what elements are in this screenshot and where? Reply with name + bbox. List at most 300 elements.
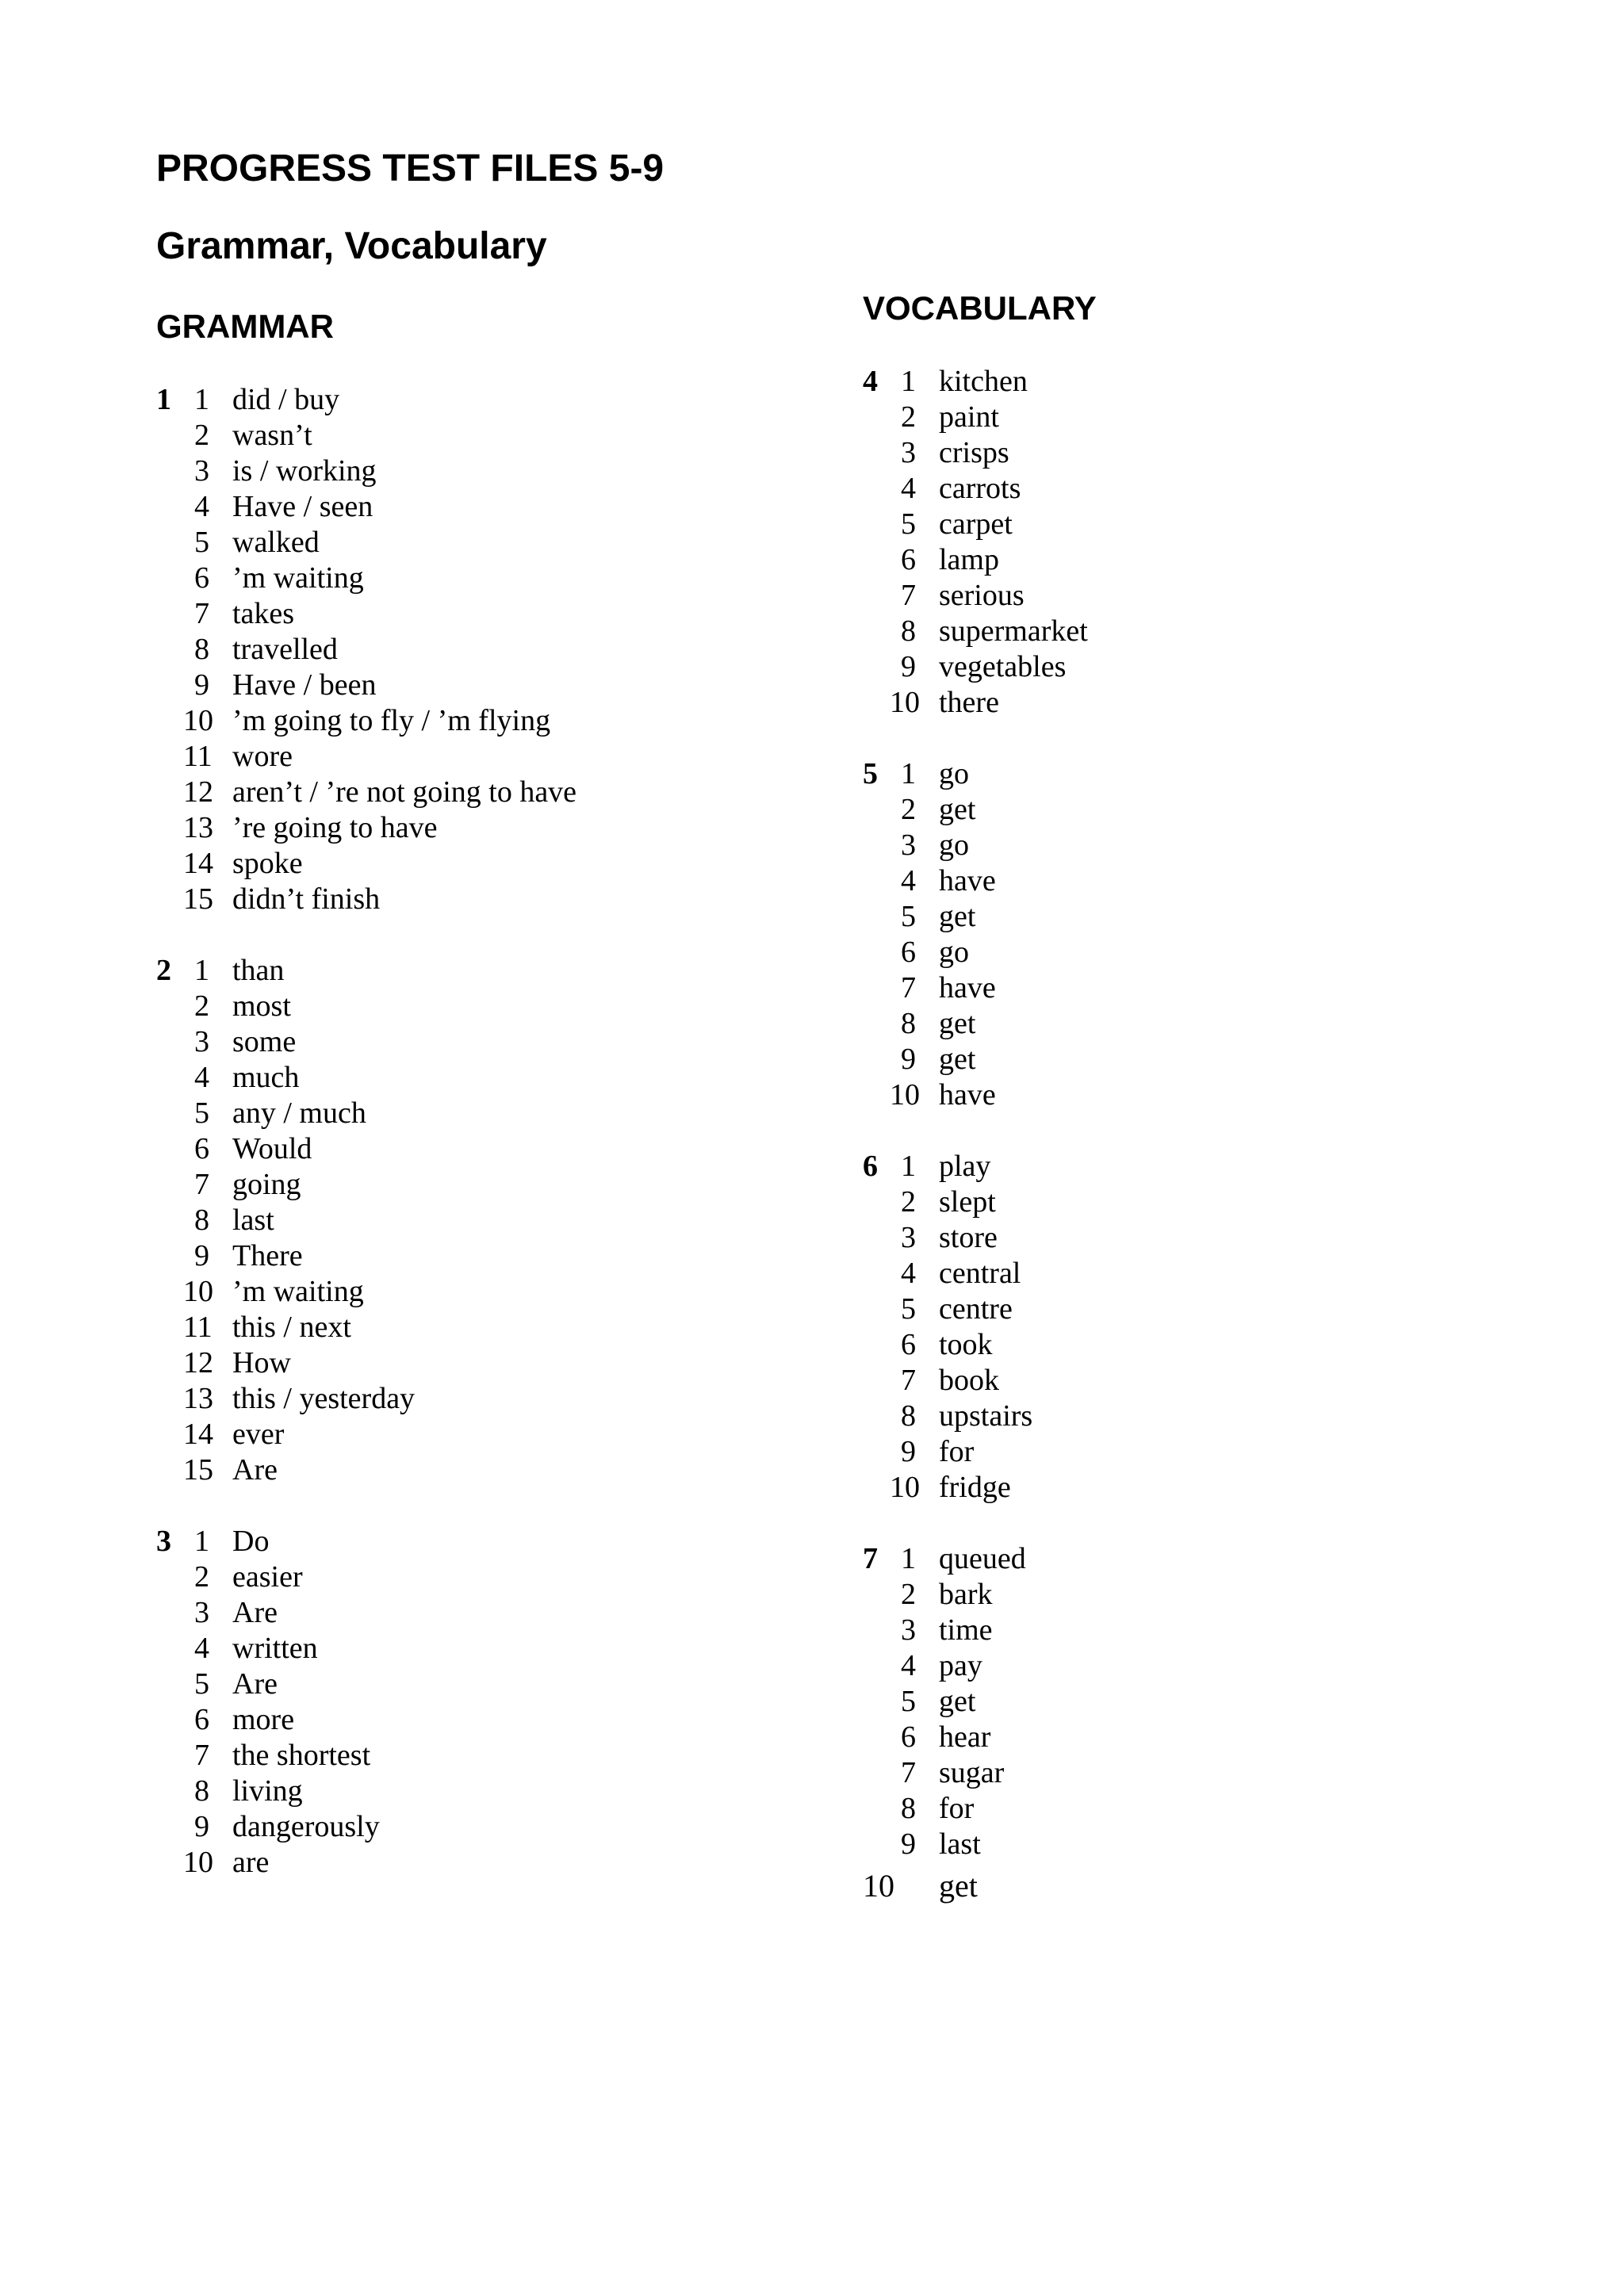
answer-row [156,882,576,917]
answer-text: get [939,1685,976,1718]
exercise-number-spacer [863,578,890,614]
exercise-number-spacer [863,1470,890,1506]
answer-row [863,1755,1088,1791]
exercise-number: 4 [863,365,878,398]
exercise-number-spacer [863,1684,890,1720]
item-number: 9 [901,1435,916,1468]
exercise-number-spacer [156,489,183,525]
answer-row [863,1327,1088,1363]
answer-text: supermarket [939,614,1088,648]
answer-text: much [232,1061,300,1094]
exercise-number-spacer [156,846,183,882]
exercise-number-spacer [156,1631,183,1667]
answer-text: lamp [939,543,999,576]
exercise-number-spacer [863,792,890,828]
answer-text: ever [232,1418,285,1451]
item-number: 7 [194,1739,209,1772]
exercise-number-spacer [156,739,183,775]
exercise-number-spacer [156,1452,183,1488]
answer-text: kitchen [939,365,1028,398]
exercise-number-spacer [863,649,890,685]
exercise-number-spacer [156,1774,183,1809]
exercise-number: 1 [156,383,171,416]
item-number: 4 [901,472,916,505]
exercise-number-spacer [156,1238,183,1274]
item-number: 7 [194,1168,209,1201]
item-number: 8 [194,633,209,666]
answer-row [863,1256,1088,1292]
answer-row [156,525,576,561]
item-number: 8 [194,1774,209,1808]
exercise-number-spacer [863,1399,890,1434]
answer-text: get [939,1007,976,1040]
answer-row [156,1310,576,1345]
answer-text: ’m going to fly / ’m flying [232,704,551,737]
exercise-number: 7 [863,1542,878,1575]
exercise-number-spacer [156,1345,183,1381]
item-number: 14 [183,1418,213,1451]
answer-text: How [232,1346,291,1380]
answer-row [156,632,576,668]
item-number: 14 [183,847,213,880]
exercise-number-spacer [156,1167,183,1203]
answer-row [863,471,1088,507]
answer-text: Do [232,1525,270,1558]
exercise-number-spacer [156,453,183,489]
answer-text: crisps [939,436,1009,469]
item-number: 6 [194,1132,209,1165]
exercise-number-spacer [156,810,183,846]
answer-row [156,1774,576,1809]
answer-text: go [939,828,969,862]
item-number: 4 [194,1061,209,1094]
answer-row [156,668,576,703]
answer-text: this / yesterday [232,1382,416,1415]
answer-text: for [939,1792,975,1825]
exercise-number-spacer [156,1203,183,1238]
answer-row [156,1345,576,1381]
exercise-number-spacer [863,1220,890,1256]
item-number: 8 [901,614,916,648]
item-number: 7 [194,597,209,630]
item-number: 3 [901,1613,916,1647]
exercise-number-spacer [156,1381,183,1417]
answer-text: Are [232,1453,278,1487]
item-number: 5 [194,1096,209,1130]
grammar-section [156,382,576,1916]
answer-text: most [232,989,291,1023]
exercise-number-spacer [863,1827,890,1862]
answer-row [156,739,576,775]
item-number: 6 [901,543,916,576]
answer-text: takes [232,597,295,630]
answer-row [156,1131,576,1167]
answer-row [156,953,576,989]
exercise-number-spacer [863,1613,890,1648]
exercise-number-spacer [863,1042,890,1077]
answer-text: get [939,1043,976,1076]
answer-text: more [232,1703,295,1736]
exercise-number-spacer [863,1292,890,1327]
answer-text: There [232,1239,303,1272]
exercise-number-spacer [863,1256,890,1292]
answer-row [156,1667,576,1702]
answer-row [156,561,576,596]
answer-text: go [939,936,969,969]
answer-row [156,810,576,846]
answer-row [863,1470,1088,1506]
answer-row [863,1613,1088,1648]
answer-text: vegetables [939,650,1067,683]
answer-text: for [939,1435,975,1468]
item-number: 13 [183,1382,213,1415]
answer-text: go [939,757,969,790]
item-number: 9 [194,668,209,702]
vocabulary-heading: VOCABULARY [863,289,1097,327]
answer-text: play [939,1150,991,1183]
item-number: 7 [901,579,916,612]
item-number: 5 [194,1667,209,1701]
answer-row [156,1452,576,1488]
item-number: 2 [194,1560,209,1594]
answer-text: Are [232,1667,278,1701]
answer-text: dangerously [232,1810,380,1843]
answer-text: walked [232,526,320,559]
answer-text: going [232,1168,301,1201]
answer-text: some [232,1025,297,1058]
answer-text: took [939,1328,993,1361]
item-number: 10 [890,686,920,719]
answer-text: time [939,1613,993,1647]
item-number: 9 [901,650,916,683]
item-number: 9 [901,1043,916,1076]
item-number: 7 [901,1364,916,1397]
answer-text: sugar [939,1756,1005,1789]
item-number: 3 [194,454,209,488]
answer-row [863,1220,1088,1256]
answer-text: Have / been [232,668,377,702]
answer-text: written [232,1632,318,1665]
exercise-number-spacer [156,1417,183,1452]
answer-text: fridge [939,1471,1011,1504]
exercise-number-spacer [863,1648,890,1684]
answer-row [156,596,576,632]
item-number: 12 [183,775,213,809]
exercise-number-spacer [863,435,890,471]
exercise-number-spacer [156,1559,183,1595]
answer-text: slept [939,1185,996,1219]
answer-row [863,685,1088,721]
exercise-number-spacer [863,1077,890,1113]
answer-row [863,1648,1088,1684]
grammar-heading: GRAMMAR [156,308,334,345]
answer-row [863,935,1088,970]
item-number: 3 [194,1596,209,1629]
exercise-1 [156,382,576,917]
exercise-number-spacer [863,970,890,1006]
answer-text: centre [939,1292,1013,1326]
answer-text: hear [939,1720,991,1754]
answer-row [156,1024,576,1060]
item-number: 4 [901,1257,916,1290]
item-number: 5 [901,1292,916,1326]
exercise-number-spacer [863,1720,890,1755]
answer-row [156,1595,576,1631]
answer-row [156,1738,576,1774]
exercise-number: 5 [863,757,878,790]
answer-text: have [939,864,996,897]
answer-text: serious [939,579,1025,612]
answer-text: carrots [939,472,1021,505]
answer-row [156,1845,576,1881]
exercise-number-spacer [156,1845,183,1881]
answer-row [156,1096,576,1131]
exercise-number: 2 [156,954,171,987]
exercise-number: 3 [156,1525,171,1558]
answer-text: store [939,1221,998,1254]
item-number: 8 [901,1007,916,1040]
item-number: 5 [194,526,209,559]
answer-text: central [939,1257,1021,1290]
exercise-number-spacer [863,471,890,507]
answer-row [156,1631,576,1667]
exercise-number-spacer [156,775,183,810]
item-number: 1 [194,1525,209,1558]
exercise-number-spacer [156,561,183,596]
exercise-number-spacer [156,1310,183,1345]
answer-row [863,578,1088,614]
answer-text: living [232,1774,303,1808]
answer-row [863,1868,978,1904]
answer-row [156,1203,576,1238]
exercise-number-spacer [863,542,890,578]
answer-text: the shortest [232,1739,371,1772]
answer-row [863,542,1088,578]
answer-text: are [232,1846,270,1879]
item-number: 4 [901,864,916,897]
exercise-number-spacer [156,1738,183,1774]
item-number: 3 [194,1025,209,1058]
item-number: 6 [901,936,916,969]
exercise-number-spacer [156,1809,183,1845]
item-number: 2 [901,400,916,434]
answer-text: last [232,1203,274,1237]
item-number: 1 [194,383,209,416]
exercise-number-spacer [156,703,183,739]
item-number: 2 [194,989,209,1023]
exercise-number-spacer [156,1595,183,1631]
exercise-number-spacer [156,1024,183,1060]
exercise-number-spacer [156,596,183,632]
item-number: 9 [901,1827,916,1861]
item-number: 2 [901,793,916,826]
item-number: 4 [194,490,209,523]
answer-row [863,1399,1088,1434]
answer-text: ’m waiting [232,561,364,595]
exercise-number-spacer [863,1184,890,1220]
item-number: 10 [863,1868,894,1904]
answer-text: upstairs [939,1399,1033,1433]
exercise-number-spacer [863,935,890,970]
item-number: 10 [183,1846,213,1879]
answer-text: this / next [232,1311,351,1344]
item-number: 15 [183,1453,213,1487]
item-number: 2 [901,1185,916,1219]
exercise-number-spacer [863,507,890,542]
answer-row [863,863,1088,899]
answer-text: Would [232,1132,312,1165]
answer-text: get [939,793,976,826]
exercise-number-spacer [156,1096,183,1131]
answer-text: there [939,686,999,719]
item-number: 10 [183,704,213,737]
answer-row [156,453,576,489]
answer-row [863,1292,1088,1327]
answer-row [156,1238,576,1274]
exercise-number-spacer [863,1363,890,1399]
answer-row [156,382,576,418]
answer-row [156,775,576,810]
answer-text: book [939,1364,999,1397]
answer-row [863,614,1088,649]
item-number: 6 [194,1703,209,1736]
answer-text: did / buy [232,383,340,416]
answer-row [863,1577,1088,1613]
exercise-number-spacer [156,1702,183,1738]
answer-row [863,364,1088,400]
exercise-number-spacer [863,685,890,721]
item-number: 10 [890,1078,920,1112]
answer-row [863,400,1088,435]
answer-text: ’m waiting [232,1275,364,1308]
answer-text: is / working [232,454,377,488]
exercise-number-spacer [156,668,183,703]
item-number: 10 [890,1471,920,1504]
item-number: 6 [901,1720,916,1754]
item-number: 12 [183,1346,213,1380]
exercise-number-spacer [156,1131,183,1167]
answer-text: get [939,1868,978,1904]
answer-row [863,792,1088,828]
exercise-number-spacer [863,1006,890,1042]
item-number: 3 [901,436,916,469]
answer-text: pay [939,1649,982,1682]
answer-text: wasn’t [232,419,312,452]
answer-row [156,1167,576,1203]
item-number: 4 [194,1632,209,1665]
answer-row [863,899,1088,935]
answer-text: queued [939,1542,1026,1575]
exercise-number-spacer [156,418,183,453]
answer-row [863,1827,1088,1862]
item-number: 3 [901,1221,916,1254]
item-number: 2 [901,1578,916,1611]
answer-row [863,1720,1088,1755]
answer-text: Are [232,1596,278,1629]
answer-row [863,507,1088,542]
answer-text: spoke [232,847,303,880]
answer-text: carpet [939,507,1013,541]
item-number: 6 [194,561,209,595]
answer-text: Have / seen [232,490,373,523]
exercise-3 [156,1524,576,1881]
answer-text: have [939,971,996,1004]
item-number: 1 [901,1542,916,1575]
answer-row [863,435,1088,471]
answer-text: than [232,954,285,987]
exercise-number-spacer [863,863,890,899]
answer-row [863,756,1088,792]
item-number: 5 [901,507,916,541]
answer-row [863,1791,1088,1827]
answer-row [156,989,576,1024]
item-number: 8 [901,1792,916,1825]
exercise-number-spacer [156,1274,183,1310]
item-number: 3 [901,828,916,862]
answer-row [156,703,576,739]
page-title: PROGRESS TEST FILES 5-9 [156,147,665,189]
answer-row [156,1417,576,1452]
answer-row [156,418,576,453]
answer-row [863,1363,1088,1399]
item-number: 9 [194,1810,209,1843]
exercise-5 [863,756,1088,1113]
item-number: 13 [183,811,213,844]
exercise-6 [863,1149,1088,1506]
answer-text: didn’t finish [232,882,381,916]
exercise-7 [863,1541,1088,1862]
item-number: 7 [901,971,916,1004]
answer-row [863,649,1088,685]
answer-row [156,1809,576,1845]
item-number: 11 [183,1311,213,1344]
answer-text: ’re going to have [232,811,438,844]
item-number: 1 [194,954,209,987]
item-number: 9 [194,1239,209,1272]
answer-text: travelled [232,633,338,666]
answer-row [156,1060,576,1096]
vocabulary-section [863,364,1088,1898]
exercise-number-spacer [156,882,183,917]
answer-row [156,1702,576,1738]
exercise-number-spacer [863,400,890,435]
answer-row [156,1524,576,1559]
item-number: 5 [901,1685,916,1718]
exercise-number-spacer [863,828,890,863]
exercise-number-spacer [156,525,183,561]
exercise-number: 6 [863,1150,878,1183]
answer-row [863,1184,1088,1220]
exercise-number-spacer [156,1667,183,1702]
answer-text: aren’t / ’re not going to have [232,775,577,809]
answer-text: get [939,900,976,933]
answer-text: wore [232,740,293,773]
answer-text: last [939,1827,981,1861]
answer-row [156,846,576,882]
exercise-number-spacer [863,1327,890,1363]
item-number: 6 [901,1328,916,1361]
item-number: 4 [901,1649,916,1682]
page-subtitle: Grammar, Vocabulary [156,225,547,267]
exercise-number-spacer [863,1577,890,1613]
exercise-number-spacer [863,614,890,649]
answer-text: have [939,1078,996,1112]
exercise-number-spacer [863,1791,890,1827]
exercise-number-spacer [156,632,183,668]
item-number: 15 [183,882,213,916]
answer-row [863,1006,1088,1042]
answer-row [863,1541,1088,1577]
